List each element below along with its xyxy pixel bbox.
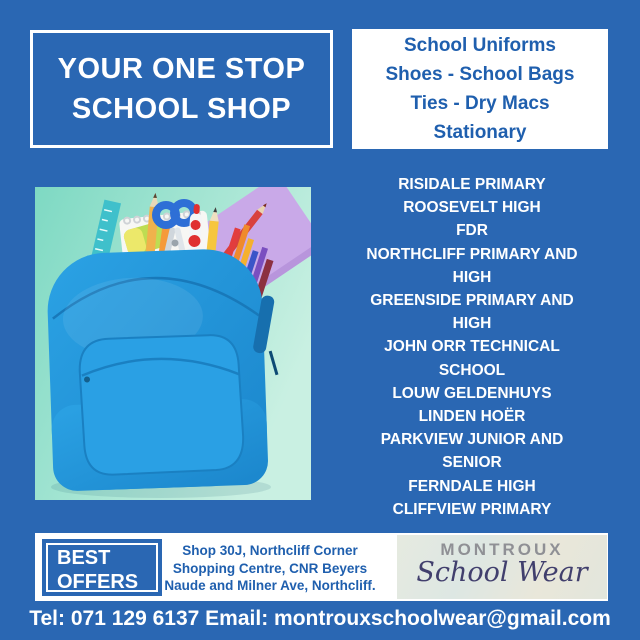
shop-title-line1: YOUR ONE STOP xyxy=(57,53,306,85)
badge-line1: BEST xyxy=(57,547,111,569)
school-item: FDR xyxy=(456,222,488,240)
backpack-photo-image xyxy=(35,187,311,500)
shop-title-line2: SCHOOL SHOP xyxy=(71,93,292,125)
school-item: RISIDALE PRIMARY xyxy=(398,176,546,193)
product-item: Stationary xyxy=(433,122,527,143)
school-item: GREENSIDE PRIMARY AND HIGH xyxy=(370,292,574,333)
product-item: School Uniforms xyxy=(403,35,556,56)
school-item: JOHN ORR TECHNICAL SCHOOL xyxy=(384,338,560,379)
tel-number: 071 129 6137 xyxy=(70,607,200,630)
email-address: montrouxschoolwear@gmail.com xyxy=(274,607,611,630)
school-item: LOUW GELDENHUYS xyxy=(392,384,552,402)
product-item: Shoes - School Bags xyxy=(385,64,575,85)
tel-label: Tel: xyxy=(29,607,66,630)
address-line: Shop 30J, Northcliff Corner xyxy=(182,543,358,558)
school-item: FERNDALE HIGH xyxy=(408,477,536,495)
email-label: Email: xyxy=(205,607,269,630)
logo-brand-text: MONTROUX xyxy=(440,540,564,559)
school-item: CLIFFVIEW PRIMARY xyxy=(392,500,552,518)
backpack-photo xyxy=(35,187,311,500)
school-item: ROOSEVELT HIGH xyxy=(403,199,541,217)
logo-tagline-text: School Wear xyxy=(416,557,588,588)
shop-address xyxy=(140,542,400,595)
address-line: Naude and Milner Ave, Northcliff. xyxy=(164,578,376,593)
offers-strip xyxy=(35,533,608,601)
school-item: LINDEN HOËR xyxy=(418,408,526,426)
address-line: Shopping Centre, CNR Beyers xyxy=(172,560,368,576)
badge-line2: OFFERS xyxy=(57,571,139,593)
shop-title-box xyxy=(30,30,333,148)
product-item: Ties - Dry Macs xyxy=(410,93,550,114)
products-box xyxy=(352,29,608,149)
school-list xyxy=(352,173,592,521)
school-item: NORTHCLIFF PRIMARY AND HIGH xyxy=(366,245,578,286)
contact-bar xyxy=(0,607,640,631)
school-item: PARKVIEW JUNIOR AND SENIOR xyxy=(380,431,564,472)
brand-logo xyxy=(397,535,607,599)
